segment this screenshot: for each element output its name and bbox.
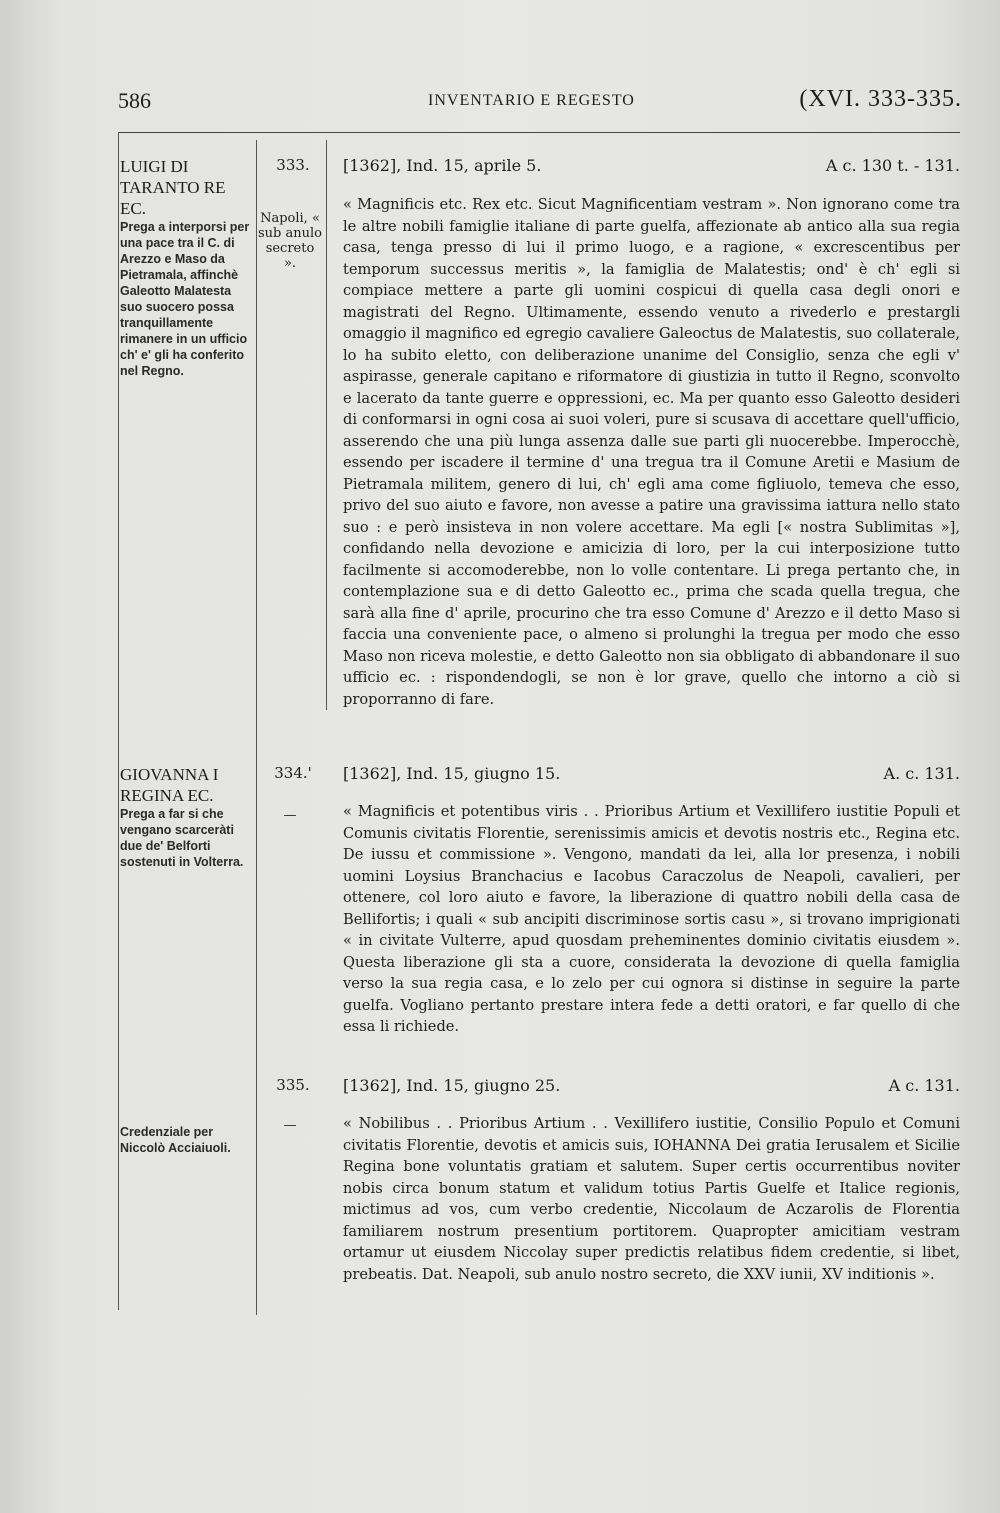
entry-heading — [343, 1076, 960, 1098]
entry-text: « Magnificis etc. Rex etc. Sicut Magnificentiam vestram ». Non ignorano come tra le altre nobili famiglie italiane di parte guelfa, affezionate ab antico alla sua regia casa, tenga presso di lui il primo luogo, e a ragione, « excrescentibus per temporum successus meritis », la famiglia de Malatestis; ond' è ch' egli si compiace mettere a parte gli uomini cospicui di quella casa degli onori e magistrati del Regno. Ultimamente, essendo venuto a rivederlo e prestargli omaggio il magnifico ed egregio cavaliere Galeoctus de Malatestis, suo collaterale, lo ha subito eletto, con deliberazione unanime del Consiglio, senza che egli v' aspirasse, generale capitano e riformatore di giustizia in tutto il Regno, sconvolto e lacerato da tante guerre e oppressioni, ec. Ma per quanto esso Galeotto desideri di conformarsi in ogni cosa ai suoi voleri, pure si scusava di accettare quell'ufficio, asserendo che una più lunga assenza dalle sue parti gli nuocerebbe. Imperocchè, essendo per iscadere il termine d' una tregua tra il Comune Aretii e Masium de Pietramala militem, genero di lui, ch' egli ama come figliuolo, temeva che esso, privo del suo aiuto e favore, non avesse a patire una gravissima iattura nello stato suo : e però insisteva in non volere accettare. Ma egli [« nostra Sublimitas »], confidando nella devozione e amicizia di loro, per la cui interposizione tutto facilmente si accomoderebbe, non lo volle contentare. Li prega pertanto che, in contemplazione sua e di detto Galeotto ec., prima che scada quella tregua, che sarà alla fine d' aprile, procurino che tra esso Comune d' Arezzo e il detto Maso si faccia una conveniente pace, o almeno si prolunghi la tregua per modo che esso Maso non riceva molestie, e detto Galeotto non sia obbligato di abbandonare il suo ufficio ec. : rispondendogli, se non è lor grave, quello che intorno a ciò si proporranno di fare. — [343, 196, 960, 708]
summary-text: Prega a far si che vengano scarceràti due de' Belforti sostenuti in Volterra. — [120, 807, 244, 869]
sender-name: LUIGI DI TARANTO RE EC. — [120, 157, 226, 218]
entry-place: Napoli, « sub anulo secreto ». — [258, 211, 322, 271]
sender-name: GIOVANNA I REGINA EC. — [120, 765, 219, 805]
page-number: 586 — [118, 88, 151, 113]
column-rule-number — [326, 140, 327, 710]
page-header — [118, 86, 962, 120]
entry-number: 334.' — [274, 764, 312, 782]
entry-text: « Magnificis et potentibus viris . . Prioribus Artium et Vexillifero iustitie Populi et Comunis civitatis Florentie, serenissimis amicis et devotis nostris etc., Regina etc. De iussu et commissione ». Vengono, mandati da lei, alla lor presenza, i nobili uomini Loysius Branchacius e Iacobus Caraczolus de Neapoli, cavalieri, per ottenere, col loro aiuto e favore, la liberazione di quattro nobili della casa de Bellifortis; i quali « sub ancipiti discriminose sortis casu », si trovano imprigionati « in civitate Vulterre, apud quosdam preheminentes dominio civitatis eiusdem ». Questa liberazione gli sta a cuore, considerata la devozione di quella famiglia verso la sua regia casa, e lo zelo per cui ognora si distinse in seguire la parte guelfa. Vogliano pertanto prestare intera fede a detti oratori, e far quello di che essa li richiede. — [343, 803, 960, 1035]
entry-place: — — [283, 1118, 297, 1133]
entry-number: 335. — [276, 1076, 310, 1094]
entry-place: — — [283, 808, 297, 823]
entry-number: 333. — [276, 156, 310, 174]
entry-heading — [343, 156, 960, 178]
sidenote-334 — [120, 764, 252, 870]
sidenote-333 — [120, 156, 252, 379]
entry-text: « Nobilibus . . Prioribus Artium . . Vexillifero iustitie, Consilio Populo et Comuni civitatis Florentie, devotis et amicis suis, IOHANNA Dei gratia Ierusalem et Sicilie Regina bone voluntatis gratiam et salutem. Super certis occurrentibus noviter nobis circa bonum statum et validum totius Partis Guelfe et Italice regionis, mictimus ad vos, cum verbo credentie, Niccolaum de Aczarolis de Florentia familiarem nostrum presentium portitorem. Quapropter amicitiam vestram ortamur ut eiusdem Niccolay super predictis relatibus fidem credentie, si libet, prebeatis. Dat. Neapoli, sub anulo nostro secreto, die XXV iunii, XV inditionis ». — [343, 1115, 960, 1283]
entry-date: [1362], Ind. 15, giugno 25. — [343, 1076, 561, 1095]
entry-folio: A c. 130 t. - 131. — [825, 156, 960, 175]
top-rule — [118, 132, 960, 133]
entry-heading — [343, 764, 960, 786]
running-title: INVENTARIO E REGESTO — [428, 92, 635, 109]
entry-date: [1362], Ind. 15, giugno 15. — [343, 764, 561, 783]
column-rule-left — [118, 132, 119, 1310]
sidenote-335 — [120, 1124, 252, 1156]
entry-folio: A. c. 131. — [883, 764, 960, 783]
entry-date: [1362], Ind. 15, aprile 5. — [343, 156, 542, 175]
entry-folio: A c. 131. — [888, 1076, 960, 1095]
summary-text: Prega a interporsi per una pace tra il C. di Arezzo e Maso da Pietramala, affinchè Galeotto Malatesta suo suocero possa tranquillamente rimanere in un ufficio ch' e' gli ha conferito nel Regno. — [120, 220, 250, 378]
entry-range: (XVI. 333-335. — [799, 86, 962, 112]
summary-text: Credenziale per Niccolò Acciaiuoli. — [120, 1125, 231, 1155]
column-rule-side — [256, 140, 257, 1315]
